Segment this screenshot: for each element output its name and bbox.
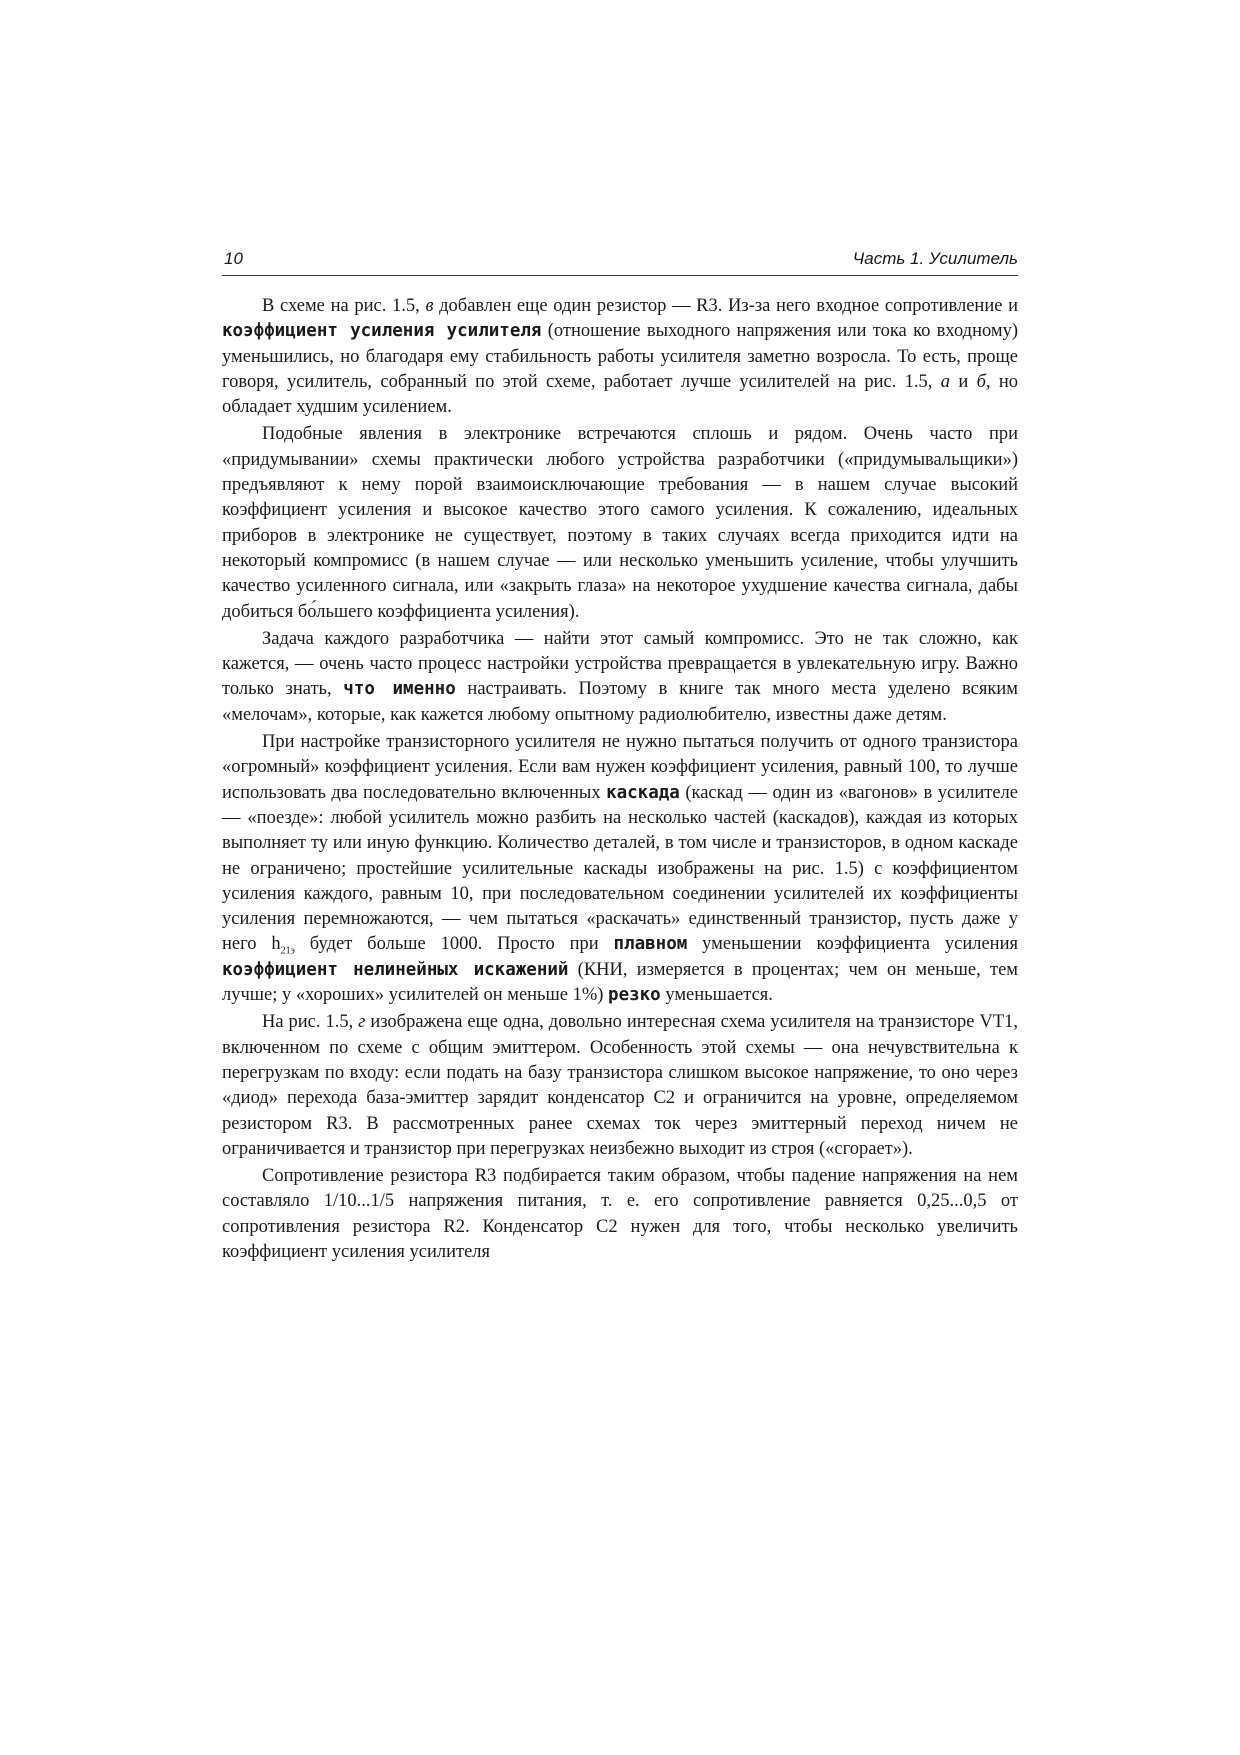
paragraph-2: Подобные явления в электронике встречаются сплошь и рядом. Очень часто при «придумывании» схемы практически любого устройства разработчики («придумывальщики») предъявляют к нему порой взаимоисключающие требования — в нашем случае высокий коэффициент усиления и высокое качество этого самого усиления. К сожалению, идеальных приборов в электронике не существует, поэтому в таких случаях всегда приходится идти на некоторый компромисс (в нашем случае — или несколько уменьшить усиление, чтобы улучшить качество усиленного сигнала, или «закрыть глаза» на некоторое ухудшение качества сигнала, дабы добиться бо́льшего коэффициента усиления).: [222, 424, 1018, 622]
term-what-exactly: что именно: [343, 679, 456, 700]
paragraph-6: Сопротивление резистора R3 подбирается таким образом, чтобы падение напряжения на нем составляло 1/10...1/5 напряжения питания, т. е. его сопротивление равняется 0,25...0,5 от сопротивления резистора R2. Конденсатор С2 нужен для того, чтобы несколько увеличить коэффициент усиления усилителя: [222, 1166, 1018, 1262]
paragraph-3: Задача каждого разработчика — найти этот самый компромисс. Это не так сложно, как кажется, — очень часто процесс настройки устройства превращается в увлекательную игру. Важно только знать, что именно настраивать. Поэтому в книге так много места уделено всяким «мелочам», которые, как кажется любому опытному радиолюбителю, известны даже детям.: [222, 628, 1018, 725]
running-title: Часть 1. Усилитель: [852, 249, 1018, 268]
term-amplifier-gain: коэффициент усиления усилителя: [222, 321, 542, 342]
term-nonlinear-distortion: коэффициент нелинейных искажений: [222, 959, 569, 980]
running-header: [222, 247, 1018, 276]
term-cascade: каскада: [606, 782, 680, 803]
paragraph-5: На рис. 1.5, г изображена еще одна, довольно интересная схема усилителя на транзисторе VT1, включенном по схеме с общим эмиттером. Особенность этой схемы — она нечувствительна к перегрузкам по входу: если подать на базу транзистора слишком высокое напряжение, то оно через «диод» перехода база-эмиттер зарядит конденсатор С2 и ограничится на уровне, определяемом резистором R3. В рассмотренных ранее схемах ток через эмиттерный переход ничем не ограничивается и транзистор при перегрузках неизбежно выходит из строя («сгорает»).: [222, 1012, 1018, 1159]
body-text: [222, 294, 1018, 1267]
paragraph-4: При настройке транзисторного усилителя не нужно пытаться получить от одного транзистора «огромный» коэффициент усиления. Если вам нужен коэффициент усиления, равный 100, то лучше использовать два последовательно включенных каскада (каскад — один из «вагонов» в усилителе — «поезде»: любой усилитель можно разбить на несколько частей (каскадов), каждая из которых выполняет ту или иную функцию. Количество деталей, в том числе и транзисторов, в одном каскаде не ограничено; простейшие усилительные каскады изображены на рис. 1.5) с коэффициентом усиления каждого, равным 10, при последовательном соединении усилителей их коэффициенты усиления перемножаются, — чем пытаться «раскачать» единственный транзистор, пусть даже у него $h_{21э}$ будет больше 1000. Просто при плавном уменьшении коэффициента усиления коэффициент нелинейных искажений (КНИ, измеряется в процентах; чем он меньше, тем лучше; у «хороших» усилителей он меньше 1%) резко уменьшается.: [222, 732, 1018, 1006]
term-smooth: плавном: [613, 934, 688, 955]
page-number: 10: [224, 249, 243, 268]
term-sharply: резко: [608, 985, 661, 1006]
paragraph-1: В схеме на рис. 1.5, в добавлен еще один резистор — R3. Из-за него входное сопротивление и коэффициент усиления усилителя (отношение выходного напряжения или тока ко входному) уменьшились, но благодаря ему стабильность работы усилителя заметно возросла. То есть, проще говоря, усилитель, собранный по этой схеме, работает лучше усилителей на рис. 1.5, а и б, но обладает худшим усилением.: [222, 296, 1019, 418]
